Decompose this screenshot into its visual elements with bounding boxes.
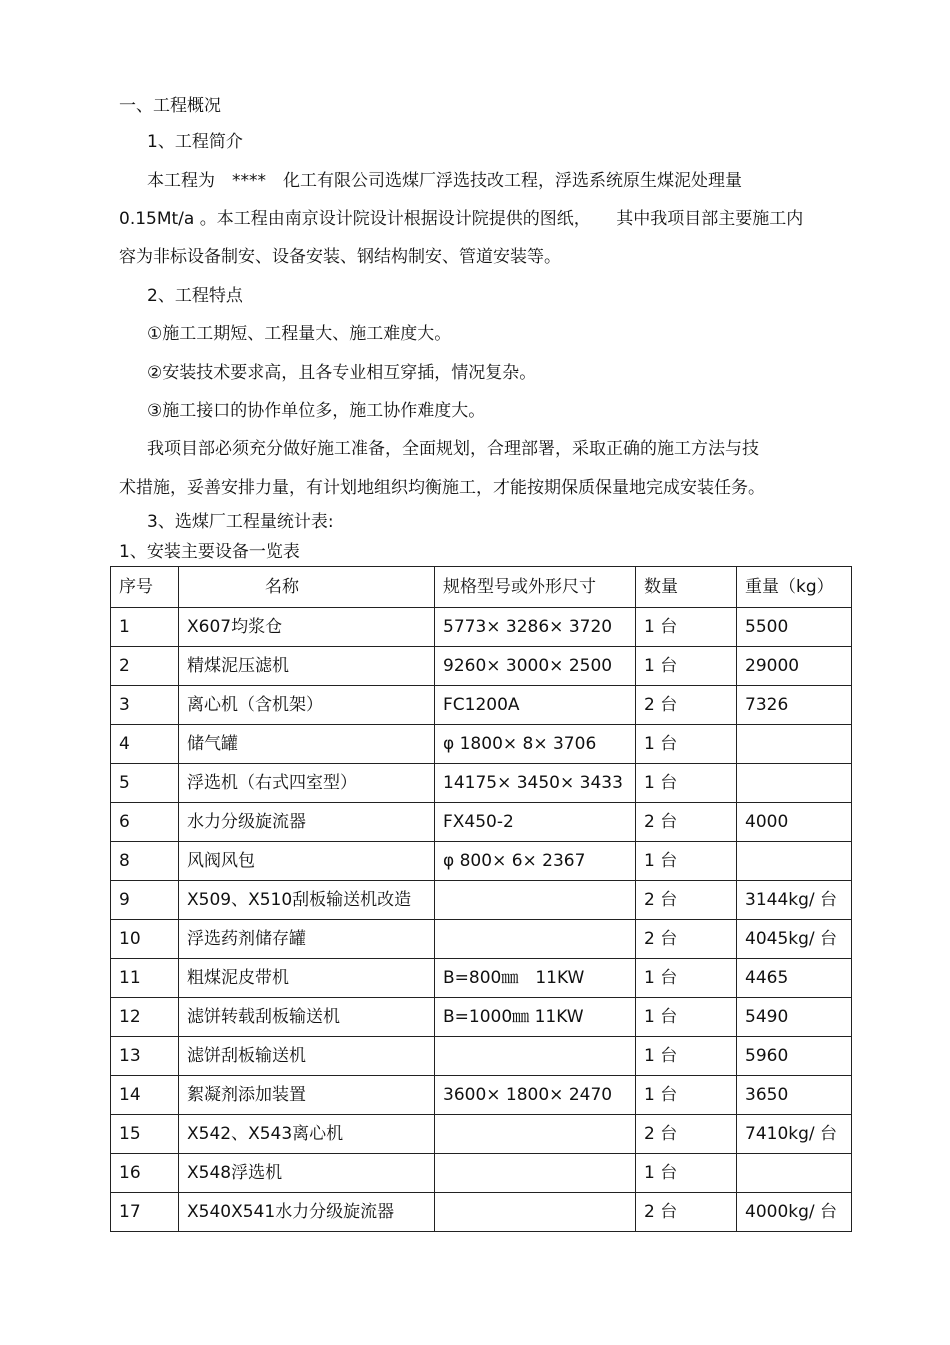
cell-quantity: 2 台 — [636, 920, 737, 959]
plan-paragraph-line-1: 我项目部必须充分做好施工准备，全面规划，合理部署，采取正确的施工方法与技 — [147, 439, 759, 459]
table-row — [111, 998, 852, 1037]
table-row — [111, 725, 852, 764]
cell-serial: 8 — [111, 842, 179, 881]
cell-weight: 5960 — [737, 1037, 852, 1076]
cell-weight: 7326 — [737, 686, 852, 725]
cell-quantity: 2 台 — [636, 1193, 737, 1232]
plan-paragraph-line-2: 术措施，妥善安排力量，有计划地组织均衡施工，才能按期保质保量地完成安装任务。 — [119, 478, 765, 498]
table-row — [111, 803, 852, 842]
subheading-project-intro: 1、工程简介 — [147, 132, 243, 152]
cell-name: X548浮选机 — [179, 1154, 435, 1193]
cell-serial: 6 — [111, 803, 179, 842]
cell-weight: 3144kg/ 台 — [737, 881, 852, 920]
cell-name: X607均浆仓 — [179, 608, 435, 647]
subheading-quantity-stats: 3、选煤厂工程量统计表: — [147, 512, 334, 532]
cell-quantity: 2 台 — [636, 686, 737, 725]
table-row — [111, 1037, 852, 1076]
header-spec: 规格型号或外形尺寸 — [435, 567, 636, 608]
cell-quantity: 1 台 — [636, 842, 737, 881]
cell-name: X542、X543离心机 — [179, 1115, 435, 1154]
table-row — [111, 920, 852, 959]
feature-item-3: ③施工接口的协作单位多，施工协作难度大。 — [147, 401, 486, 421]
cell-name: 离心机（含机架） — [179, 686, 435, 725]
table-row — [111, 1154, 852, 1193]
cell-spec: 5773× 3286× 3720 — [435, 608, 636, 647]
cell-spec: 14175× 3450× 3433 — [435, 764, 636, 803]
header-name: 名称 — [179, 567, 435, 608]
cell-spec: B=1000㎜ 11KW — [435, 998, 636, 1037]
table-row — [111, 1115, 852, 1154]
cell-quantity: 1 台 — [636, 959, 737, 998]
table-title: 1、安装主要设备一览表 — [119, 542, 300, 562]
cell-spec: φ 800× 6× 2367 — [435, 842, 636, 881]
cell-quantity: 1 台 — [636, 998, 737, 1037]
equipment-table — [110, 566, 852, 1232]
cell-quantity: 2 台 — [636, 803, 737, 842]
table-row — [111, 764, 852, 803]
table-body — [111, 608, 852, 1232]
cell-spec: 9260× 3000× 2500 — [435, 647, 636, 686]
cell-spec — [435, 920, 636, 959]
cell-name: 粗煤泥皮带机 — [179, 959, 435, 998]
cell-serial: 3 — [111, 686, 179, 725]
cell-spec — [435, 881, 636, 920]
feature-item-2: ②安装技术要求高，且各专业相互穿插，情况复杂。 — [147, 363, 537, 383]
cell-serial: 11 — [111, 959, 179, 998]
table-row — [111, 686, 852, 725]
intro-paragraph-line-2: 0.15Mt/a 。本工程由南京设计院设计根据设计院提供的图纸， 其中我项目部主要施工内 — [119, 209, 804, 229]
cell-serial: 2 — [111, 647, 179, 686]
cell-spec — [435, 1115, 636, 1154]
cell-quantity: 1 台 — [636, 764, 737, 803]
cell-weight: 5500 — [737, 608, 852, 647]
cell-name: X540X541水力分级旋流器 — [179, 1193, 435, 1232]
cell-name: 浮选机（右式四室型） — [179, 764, 435, 803]
cell-weight: 3650 — [737, 1076, 852, 1115]
cell-serial: 14 — [111, 1076, 179, 1115]
cell-serial: 17 — [111, 1193, 179, 1232]
cell-spec: 3600× 1800× 2470 — [435, 1076, 636, 1115]
cell-weight — [737, 764, 852, 803]
cell-quantity: 1 台 — [636, 608, 737, 647]
cell-weight — [737, 1154, 852, 1193]
cell-name: 储气罐 — [179, 725, 435, 764]
cell-name: 精煤泥压滤机 — [179, 647, 435, 686]
table-row — [111, 842, 852, 881]
header-quantity: 数量 — [636, 567, 737, 608]
header-weight: 重量（kg） — [737, 567, 852, 608]
cell-quantity: 1 台 — [636, 1037, 737, 1076]
cell-serial: 5 — [111, 764, 179, 803]
cell-weight — [737, 725, 852, 764]
cell-name: 风阀风包 — [179, 842, 435, 881]
cell-spec — [435, 1193, 636, 1232]
cell-quantity: 1 台 — [636, 1154, 737, 1193]
table-row — [111, 608, 852, 647]
cell-name: X509、X510刮板输送机改造 — [179, 881, 435, 920]
cell-serial: 10 — [111, 920, 179, 959]
cell-name: 絮凝剂添加装置 — [179, 1076, 435, 1115]
cell-serial: 16 — [111, 1154, 179, 1193]
cell-spec: φ 1800× 8× 3706 — [435, 725, 636, 764]
cell-serial: 13 — [111, 1037, 179, 1076]
table-row — [111, 1193, 852, 1232]
cell-quantity: 2 台 — [636, 1115, 737, 1154]
subheading-project-features: 2、工程特点 — [147, 286, 243, 306]
cell-spec: FX450-2 — [435, 803, 636, 842]
cell-quantity: 1 台 — [636, 725, 737, 764]
table-row — [111, 881, 852, 920]
cell-serial: 12 — [111, 998, 179, 1037]
cell-serial: 4 — [111, 725, 179, 764]
table-row — [111, 647, 852, 686]
cell-weight: 4465 — [737, 959, 852, 998]
cell-serial: 9 — [111, 881, 179, 920]
cell-weight: 4045kg/ 台 — [737, 920, 852, 959]
cell-weight: 4000kg/ 台 — [737, 1193, 852, 1232]
feature-item-1: ①施工工期短、工程量大、施工难度大。 — [147, 324, 452, 344]
intro-paragraph-line-1: 本工程为 **** 化工有限公司选煤厂浮选技改工程，浮选系统原生煤泥处理量 — [147, 171, 742, 191]
header-serial: 序号 — [111, 567, 179, 608]
cell-name: 滤饼刮板输送机 — [179, 1037, 435, 1076]
cell-spec — [435, 1037, 636, 1076]
cell-quantity: 1 台 — [636, 1076, 737, 1115]
cell-weight — [737, 842, 852, 881]
cell-serial: 1 — [111, 608, 179, 647]
cell-serial: 15 — [111, 1115, 179, 1154]
cell-spec — [435, 1154, 636, 1193]
table-row — [111, 1076, 852, 1115]
intro-paragraph-line-3: 容为非标设备制安、设备安装、钢结构制安、管道安装等。 — [119, 247, 561, 267]
cell-spec: B=800㎜ 11KW — [435, 959, 636, 998]
cell-name: 水力分级旋流器 — [179, 803, 435, 842]
cell-name: 滤饼转载刮板输送机 — [179, 998, 435, 1037]
cell-weight: 4000 — [737, 803, 852, 842]
cell-spec: FC1200A — [435, 686, 636, 725]
cell-quantity: 2 台 — [636, 881, 737, 920]
cell-weight: 29000 — [737, 647, 852, 686]
cell-weight: 7410kg/ 台 — [737, 1115, 852, 1154]
cell-quantity: 1 台 — [636, 647, 737, 686]
section-heading-overview: 一、工程概况 — [119, 96, 221, 116]
table-header-row — [111, 567, 852, 608]
table-row — [111, 959, 852, 998]
cell-name: 浮选药剂储存罐 — [179, 920, 435, 959]
cell-weight: 5490 — [737, 998, 852, 1037]
